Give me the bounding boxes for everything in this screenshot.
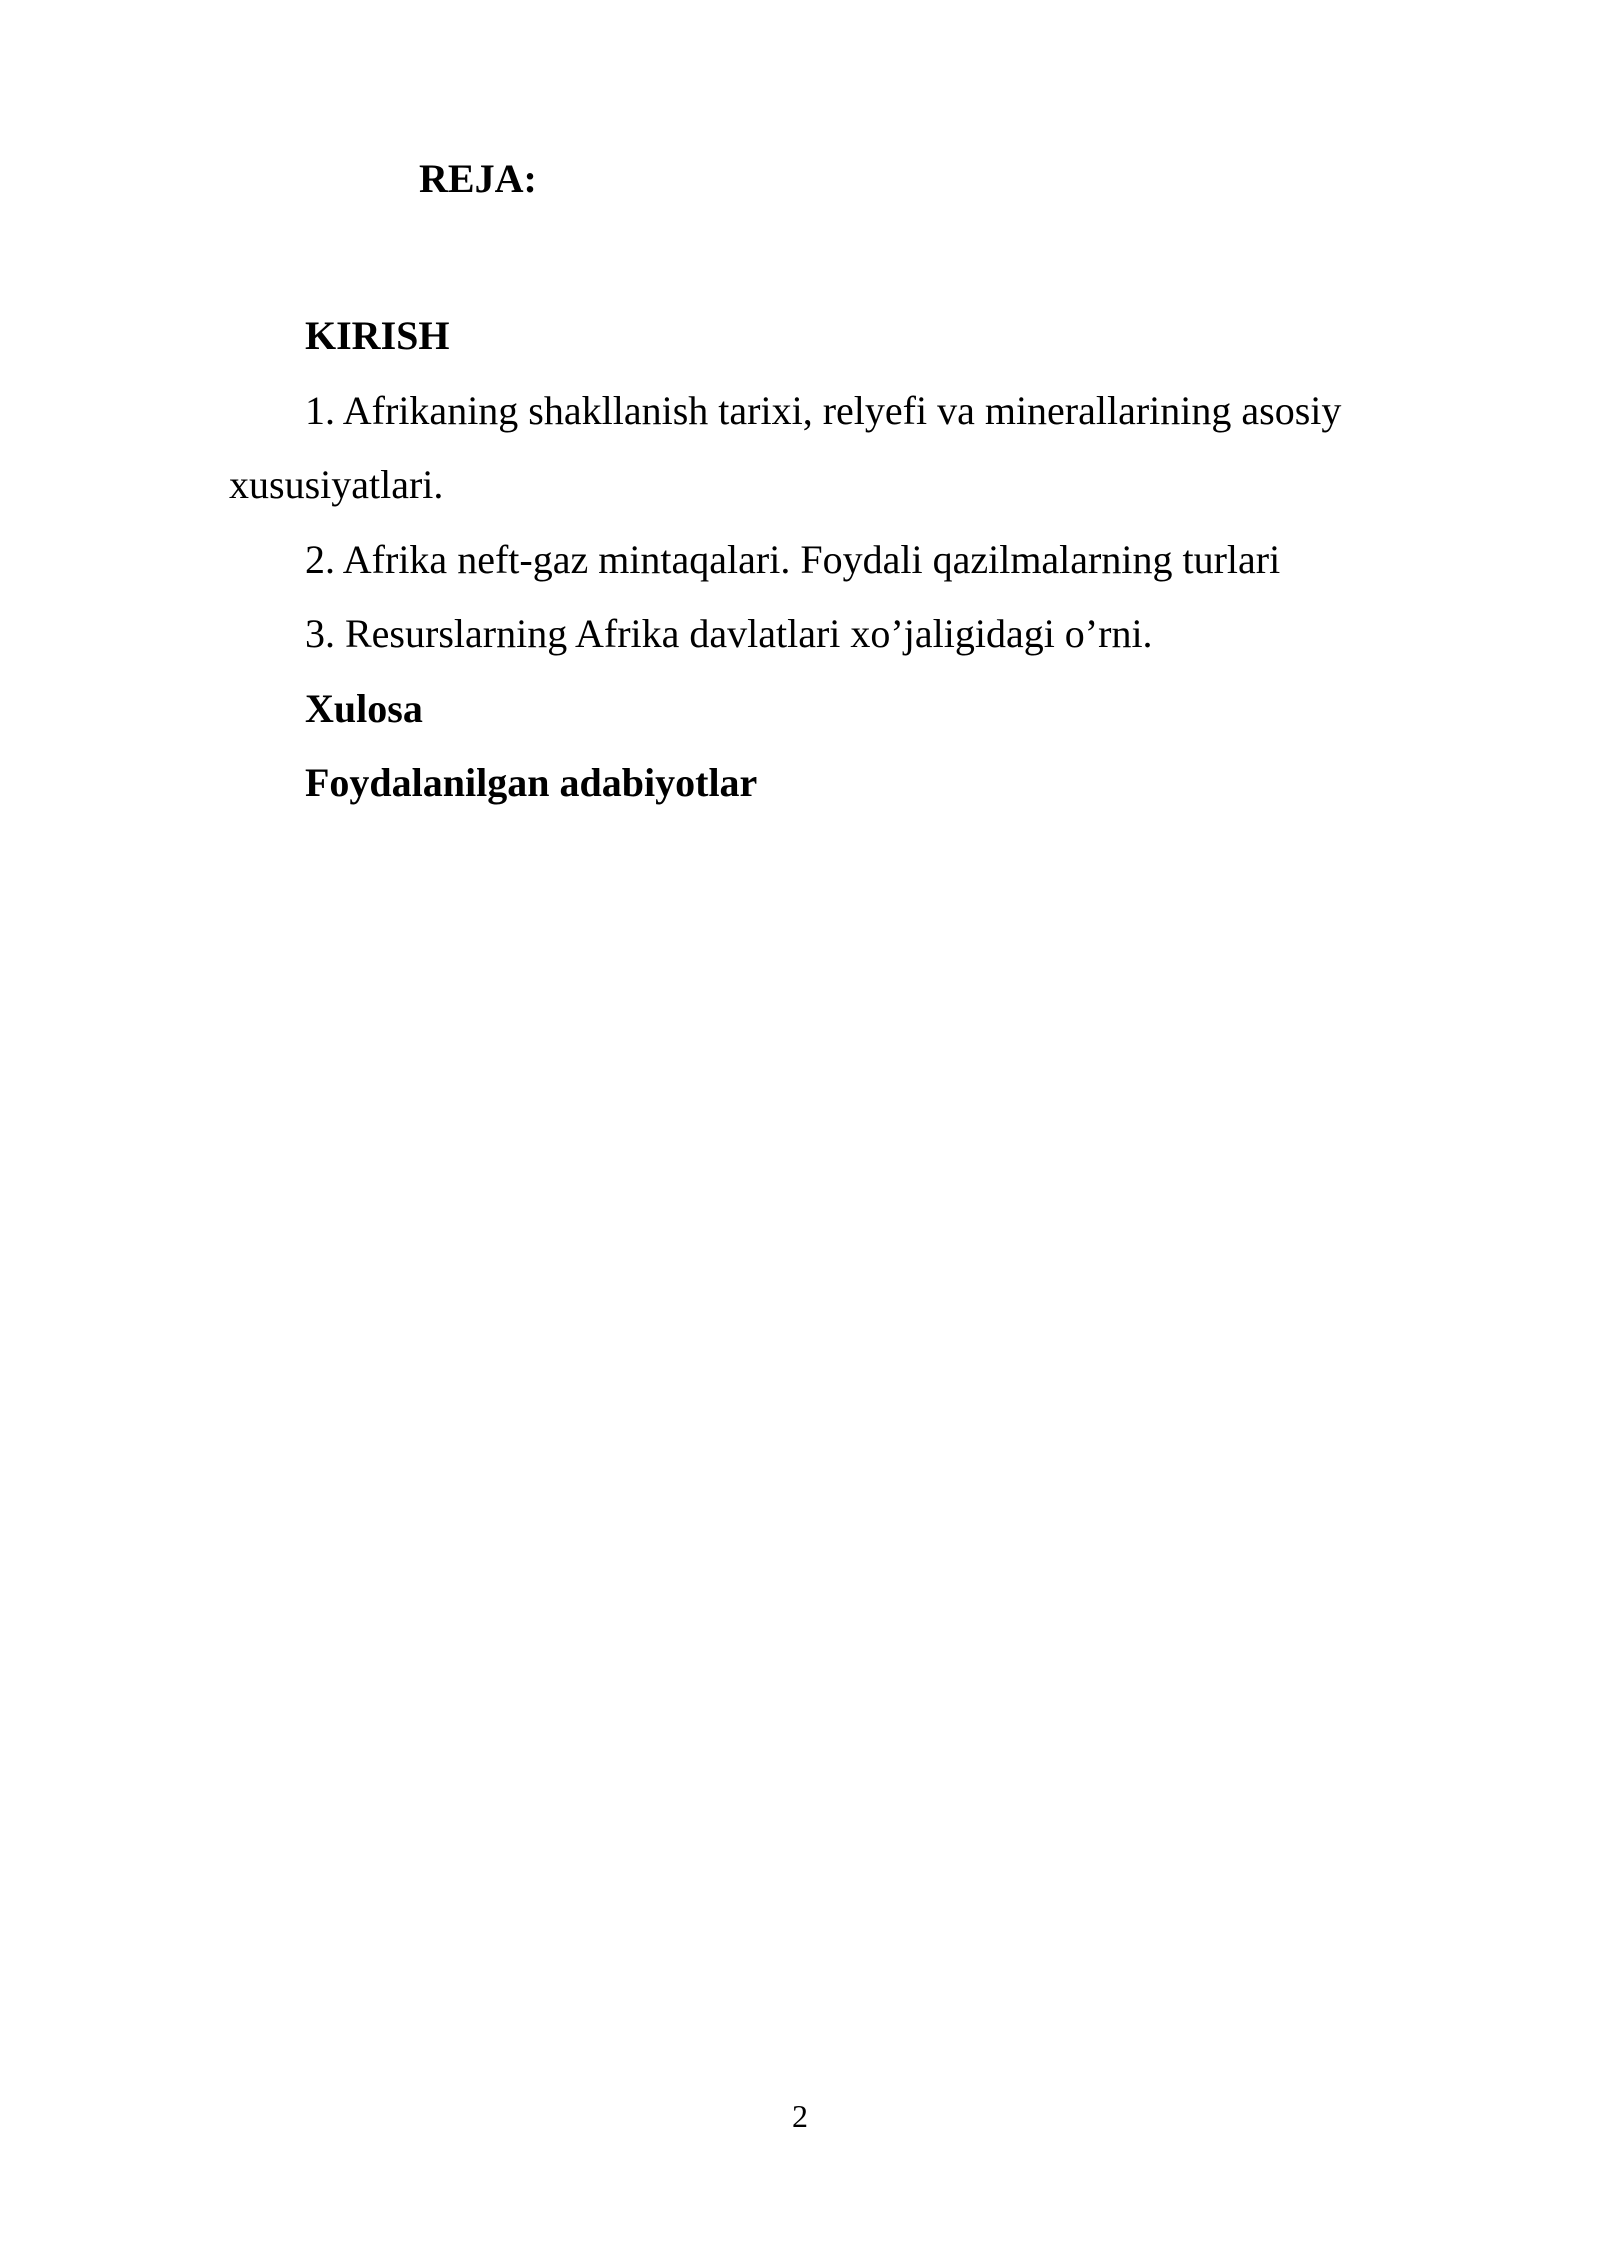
plan-entry-introduction: KIRISH [305, 313, 450, 358]
plan-entry-3: 3. Resurslarning Afrika davlatlari xo’jaligidagi o’rni. [305, 611, 1153, 656]
plan-entry-2: 2. Afrika neft-gaz mintaqalari. Foydali qazilmalarning turlari [305, 536, 1281, 582]
plan-entry-1: 1. Afrikaning shakllanish tarixi, relyefi va minerallarining asosiy xususiyatlari. [229, 387, 1342, 507]
page-number: 2 [792, 2098, 808, 2134]
plan-title: REJA: [419, 156, 537, 201]
plan-contents [229, 299, 1429, 821]
plan-entry-references: Foydalanilgan adabiyotlar [305, 760, 758, 805]
plan-entry-conclusion: Xulosa [305, 685, 423, 731]
